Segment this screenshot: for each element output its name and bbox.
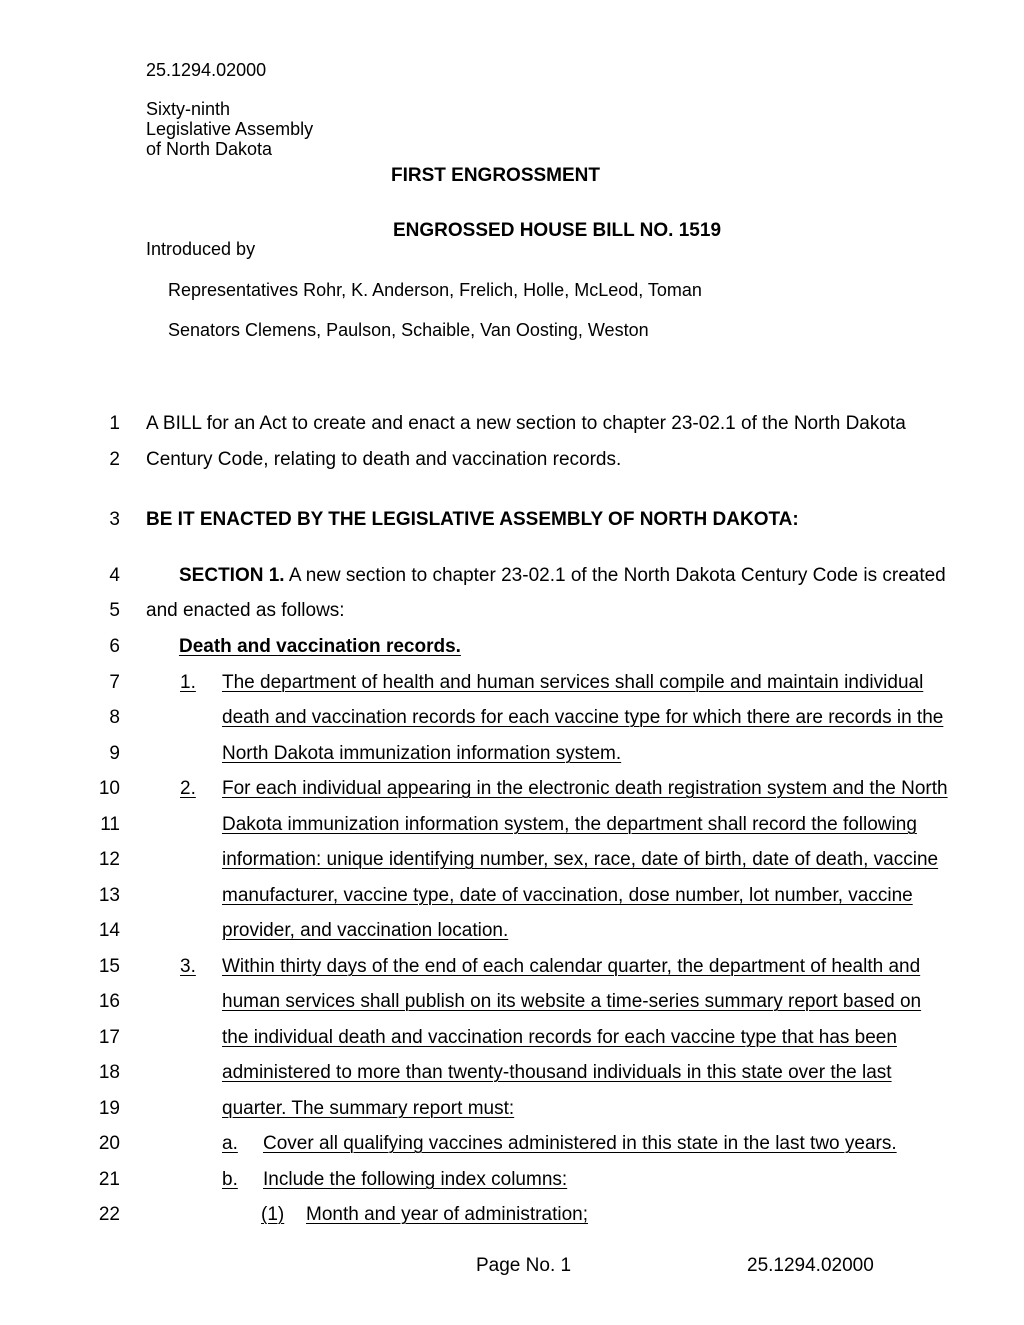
line-number: 9: [109, 743, 120, 764]
bill-text-line-8: death and vaccination records for each vaccine type for which there are records in the: [222, 707, 944, 728]
section-label: SECTION 1.: [179, 565, 285, 586]
bill-text-line-21: Include the following index columns:: [263, 1169, 568, 1190]
paragraph-number-1: (1): [261, 1204, 285, 1225]
introduced-by-label: Introduced by: [146, 239, 256, 259]
line-number: 14: [98, 920, 120, 941]
line-number: 7: [109, 672, 120, 693]
bill-text-line-22: Month and year of administration;: [306, 1204, 588, 1225]
bill-text-line-20: Cover all qualifying vaccines administered in this state in the last two years.: [263, 1133, 897, 1154]
bill-text-line-16: human services shall publish on its website a time-series summary report based on: [222, 991, 922, 1012]
bill-text-line-12: information: unique identifying number, sex, race, date of birth, date of death, vaccine: [222, 849, 939, 870]
section-heading: Death and vaccination records.: [179, 636, 461, 657]
line-number: 3: [109, 509, 120, 530]
bill-text-line-9: North Dakota immunization information system.: [222, 743, 622, 764]
line-number: 1: [109, 413, 120, 434]
subsection-number-1: 1.: [180, 672, 196, 693]
subsection-number-3: 3.: [180, 956, 196, 977]
enacting-clause: BE IT ENACTED BY THE LEGISLATIVE ASSEMBLY OF NORTH DAKOTA:: [146, 509, 799, 530]
line-number: 21: [98, 1169, 120, 1190]
line-number: 16: [98, 991, 120, 1012]
line-number: 19: [98, 1098, 120, 1119]
line-number: 2: [109, 449, 120, 470]
bill-text-line-13: manufacturer, vaccine type, date of vaccination, dose number, lot number, vaccine: [222, 885, 913, 906]
bill-text-line-5: and enacted as follows:: [146, 600, 345, 621]
bill-text-line-1: A BILL for an Act to create and enact a new section to chapter 23-02.1 of the North Dakota: [146, 413, 906, 434]
line-number: 13: [98, 885, 120, 906]
bill-text-line-10: For each individual appearing in the electronic death registration system and the North: [222, 778, 948, 799]
section-intro-text: A new section to chapter 23-02.1 of the North Dakota Century Code is created: [288, 565, 946, 586]
bill-text-line-2: Century Code, relating to death and vaccination records.: [146, 449, 622, 470]
line-number: 20: [98, 1133, 120, 1154]
line-number: 4: [109, 565, 120, 586]
line-number: 17: [98, 1027, 120, 1048]
subsection-number-2: 2.: [180, 778, 196, 799]
sponsors-representatives: Representatives Rohr, K. Anderson, Frelich, Holle, McLeod, Toman: [168, 280, 702, 300]
bill-text-line-18: administered to more than twenty-thousand individuals in this state over the last: [222, 1062, 892, 1083]
line-number: 11: [100, 814, 120, 835]
bill-text-line-17: the individual death and vaccination records for each vaccine type that has been: [222, 1027, 897, 1048]
line-number: 22: [98, 1204, 120, 1225]
sponsors-senators: Senators Clemens, Paulson, Schaible, Van Oosting, Weston: [168, 320, 649, 340]
assembly-line-3: of North Dakota: [146, 139, 273, 159]
line-number: 15: [98, 956, 120, 977]
engrossment-heading: FIRST ENGROSSMENT: [391, 165, 601, 186]
bill-text-line-7: The department of health and human services shall compile and maintain individual: [222, 672, 924, 693]
assembly-line-1: Sixty-ninth: [146, 99, 231, 119]
line-number: 18: [98, 1062, 120, 1083]
subdivision-letter-b: b.: [222, 1169, 238, 1190]
footer-document-id: 25.1294.02000: [747, 1255, 874, 1276]
assembly-line-2: Legislative Assembly: [146, 119, 314, 139]
page-number: Page No. 1: [476, 1255, 572, 1276]
line-number: 12: [98, 849, 120, 870]
bill-text-line-14: provider, and vaccination location.: [222, 920, 509, 941]
document-id: 25.1294.02000: [146, 60, 267, 80]
bill-text-line-15: Within thirty days of the end of each calendar quarter, the department of health and: [222, 956, 921, 977]
bill-text-line-11: Dakota immunization information system, the department shall record the following: [222, 814, 917, 835]
line-number: 6: [109, 636, 120, 657]
section-intro: [179, 565, 946, 587]
bill-title: ENGROSSED HOUSE BILL NO. 1519: [393, 220, 722, 241]
bill-text-line-19: quarter. The summary report must:: [222, 1098, 515, 1119]
subdivision-letter-a: a.: [222, 1133, 238, 1154]
line-number: 8: [109, 707, 120, 728]
line-number: 5: [109, 600, 120, 621]
line-number: 10: [98, 778, 120, 799]
